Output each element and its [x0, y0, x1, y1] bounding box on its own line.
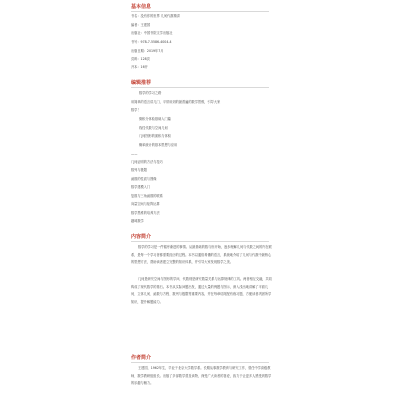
toc-item: 数学！	[131, 108, 141, 112]
toc-item: 复数与三角函数的联系	[131, 194, 163, 198]
author-bio: 王建国，1962年生，毕业于北京大学数学系。长期从事数学教育与研究工作，曾任中学高级教师、数学教研组组长。出版了多部数学普及读物，深受广大读者的喜爱，致力于让更多人感受到数学的乐趣与魅力。	[131, 366, 272, 386]
toc-item: 函数的性质与图像	[131, 177, 157, 181]
toc-item: 向量空间与矩阵运算	[131, 202, 160, 206]
book-author: 编者：王建国	[131, 23, 151, 27]
divider	[131, 87, 269, 88]
toc-item: 趣味数学	[131, 219, 144, 223]
toc-item: 几何图形的面积与体积	[139, 134, 171, 138]
toc-item: ——	[131, 152, 138, 156]
toc-item: 数学建模入门	[131, 185, 151, 189]
divider	[131, 241, 269, 242]
toc-item: 数列与极限	[131, 168, 147, 172]
toc-item: 线性代数与空间几何	[139, 126, 168, 130]
toc-item: 几何证明的方法与技巧	[131, 160, 163, 164]
section-title-basic: 基本信息	[131, 4, 152, 10]
toc-item: 微积分体验基础入门篇	[139, 117, 171, 121]
divider	[131, 11, 269, 12]
book-isbn: 书号：978-7-5586-4004-4	[131, 40, 172, 44]
section-title-intro: 内容简介	[131, 234, 152, 240]
intro-paragraph: 数学的学习是一件循序渐进的事情。从最基础的数与形开始，逐步理解几何与代数之间的内在联系，是每一个学习者都需要经历的过程。本书以通俗易懂的语言，系统地介绍了几何与代数中最核心的思想方法，帮助读者建立完整的知识体系，并引导大家发现数学之美。	[131, 245, 272, 265]
book-pages: 页码：128页	[131, 57, 150, 61]
toc-item: 数学的学习之路	[139, 91, 162, 95]
book-format: 开本：16开	[131, 65, 148, 69]
divider	[131, 362, 269, 363]
section-title-toc: 编辑推荐	[131, 80, 152, 86]
book-pub-date: 出版日期：2019年7月	[131, 49, 164, 53]
intro-paragraph: 几何是研究空间与图形的学问，代数则是研究数量关系与运算规律的工具。两者相互交融，共同构成了现代数学的基石。本书从实际问题出发，通过大量的例题与图示，深入浅出地讲解了平面几何、立体几何、函数与方程、数列与极限等重要内容，并在每章结尾配有练习题，方便读者巩固所学知识，提升解题能力。	[131, 277, 272, 304]
toc-item: 用简单的语言讲几门，平常用到的最普遍的数学思维，引导大家	[131, 100, 221, 104]
toc-item: 数学思维的培养方法	[131, 211, 160, 215]
section-title-author: 作者简介	[131, 355, 152, 361]
book-publisher: 出版社：中国书院文学出版社	[131, 31, 173, 35]
toc-item: 概率统计的基本思想与应用	[139, 143, 178, 147]
book-title: 书名：没有你的世界 几何代数精讲	[131, 14, 180, 18]
